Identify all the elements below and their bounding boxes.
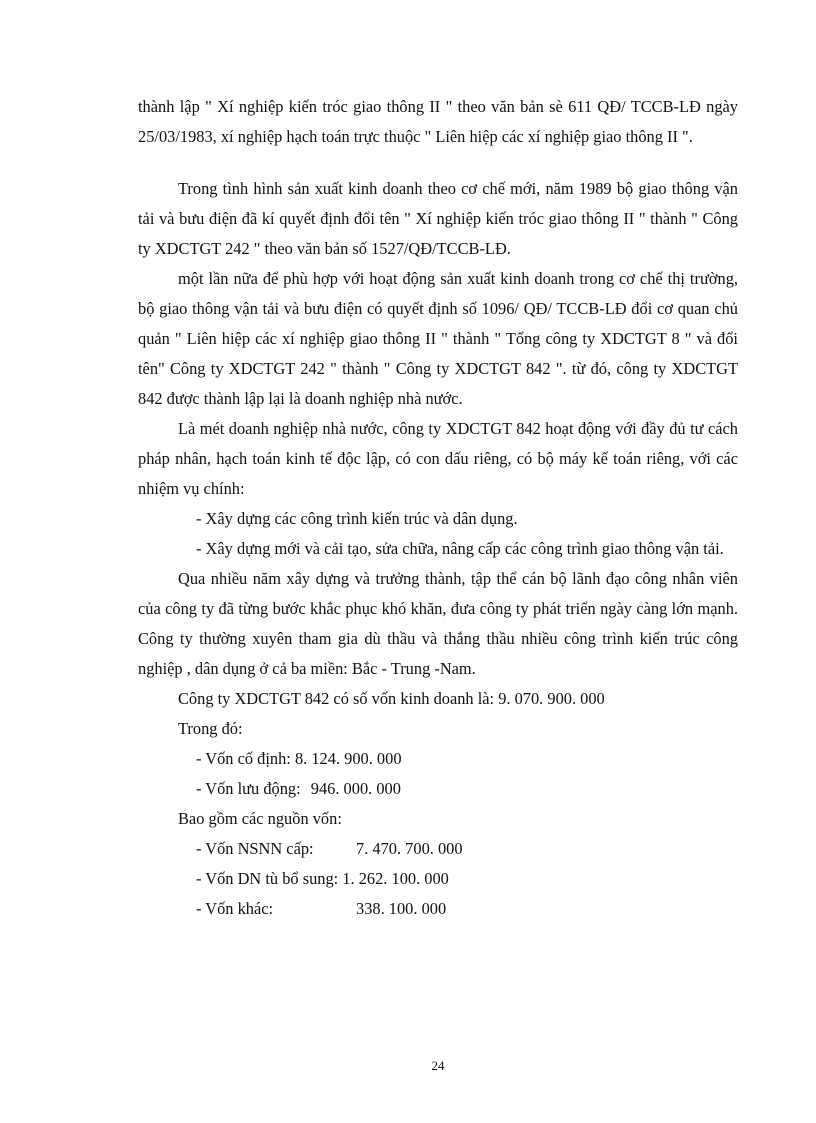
capital-fixed-value: 8. 124. 900. 000 <box>294 749 402 768</box>
paragraph-development: Qua nhiều năm xây dựng và trưởng thành, tập thể cán bộ lãnh đạo công nhân viên của công ty đã từng bước khắc phục khó khăn, đưa công ty phát triển ngày càng lớn mạnh. Công ty thường xuyên tham gia dù thầu và thắng thầu nhiều công trình kiến trúc công nghiệp , dân dụng ở cả ba miền: Bắc - Trung -Nam. <box>138 569 738 678</box>
source-row-self <box>138 864 738 894</box>
capital-fixed-row <box>138 744 738 774</box>
source-label-self: - Vốn DN tù bổ sung: <box>196 869 339 888</box>
paragraph-status: Là mét doanh nghiệp nhà nước, công ty XDCTGT 842 hoạt động với đầy đủ tư cách pháp nhân, hạch toán kinh tế độc lập, có con dấu riêng, có bộ máy kế toán riêng, với các nhiệm vụ chính: <box>138 419 738 498</box>
source-value-other: 338. 100. 000 <box>356 899 447 918</box>
paragraph-renaming: Trong tình hình sản xuất kinh doanh theo cơ chế mới, năm 1989 bộ giao thông vận tải và bưu điện đã kí quyết định đổi tên " Xí nghiệp kiến tróc giao thông II " thành " Công ty XDCTGT 242 " theo văn bản số 1527/QĐ/TCCB-LĐ. <box>138 179 738 258</box>
capital-working-label: - Vốn lưu động: <box>196 779 301 798</box>
body-text <box>138 92 738 924</box>
source-row-state <box>138 834 738 864</box>
source-row-other <box>138 894 738 924</box>
capital-sources-title: Bao gồm các nguồn vốn: <box>178 809 342 828</box>
task-item-2 <box>138 534 738 564</box>
capital-breakdown-title: Trong đó: <box>178 719 243 738</box>
source-label-other: - Vốn khác: <box>196 899 274 918</box>
capital-working-value: 946. 000. 000 <box>310 779 401 798</box>
page-number: 24 <box>431 1058 445 1073</box>
capital-fixed-label: - Vốn cố định: <box>196 749 291 768</box>
task-item-2-text: - Xây dựng mới và cải tạo, sửa chữa, nâng cấp các công trình giao thông vận tải. <box>196 539 724 558</box>
task-item-1: - Xây dựng các công trình kiến trúc và dân dụng. <box>196 509 518 528</box>
paragraph-restructure: một lần nữa để phù hợp với hoạt động sản xuất kinh doanh trong cơ chế thị trường, bộ giao thông vận tải và bưu điện có quyết định số 1096/ QĐ/ TCCB-LĐ đổi cơ quan chủ quản " Liên hiệp các xí nghiệp giao thông II " thành " Tổng công ty XDCTGT 8 " và đổi tên" Công ty XDCTGT 242 " thành " Công ty XDCTGT 842 ". từ đó, công ty XDCTGT 842 được thành lập lại là doanh nghiệp nhà nước. <box>138 269 738 408</box>
source-value-state: 7. 470. 700. 000 <box>356 839 463 858</box>
paragraph-founding: thành lập " Xí nghiệp kiến tróc giao thông II " theo văn bản sè 611 QĐ/ TCCB-LĐ ngày 25/03/1983, xí nghiệp hạch toán trực thuộc " Liên hiệp các xí nghiệp giao thông II ". <box>138 97 738 146</box>
capital-intro: Công ty XDCTGT 842 có số vốn kinh doanh là: 9. 070. 900. 000 <box>178 689 605 708</box>
source-label-state: - Vốn NSNN cấp: <box>196 839 314 858</box>
source-value-self: 1. 262. 100. 000 <box>342 869 449 888</box>
capital-working-row <box>138 774 738 804</box>
